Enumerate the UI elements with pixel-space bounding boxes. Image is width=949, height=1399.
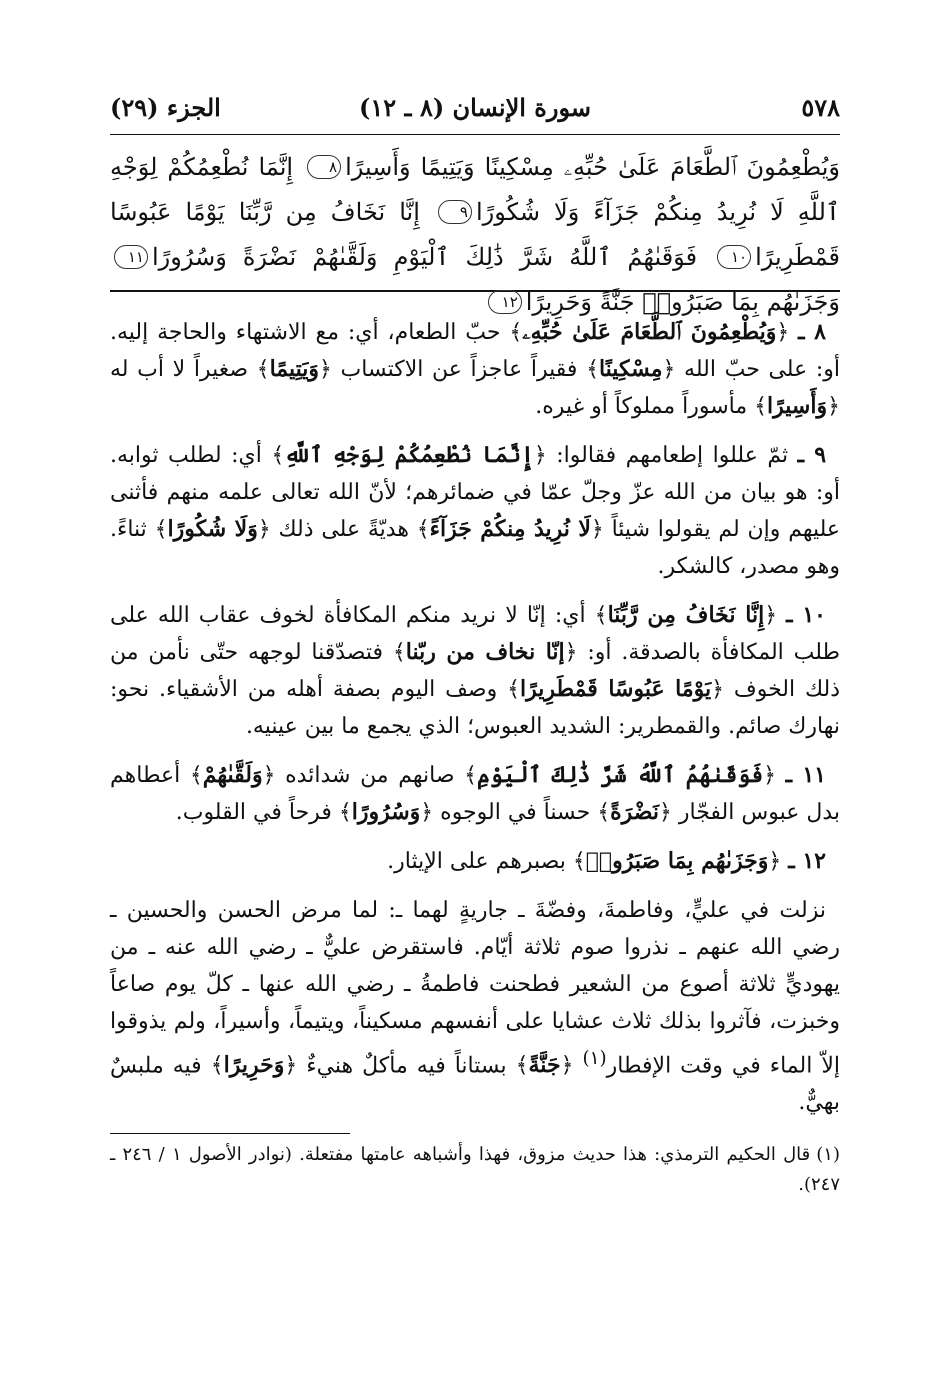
verse-number: ٩ ـ bbox=[797, 442, 827, 468]
verse-number: ٨ ـ bbox=[798, 319, 826, 345]
commentary-verse-9 bbox=[110, 437, 840, 585]
quran-verses bbox=[110, 145, 840, 316]
header-divider bbox=[110, 134, 840, 135]
footnote-ref[interactable]: (١) bbox=[582, 1048, 607, 1069]
text: فيه ملبسٌ بهيٌّ. bbox=[110, 1053, 840, 1116]
text: أي: إنّا لا نريد منكم المكافأة لخوف عقاب الله على طلب المكافأة بالصدقة. أو: bbox=[110, 603, 840, 665]
commentary-verse-11 bbox=[110, 757, 840, 831]
juz-label: الجزء (٢٩) bbox=[110, 93, 221, 122]
verse-8 bbox=[303, 153, 840, 181]
text: وصف اليوم بصفة أهله من الأشقياء. نحو: نهارك صائم. والقمطرير: الشديد العبوس؛ الذي يجمع ما بين عينيه. bbox=[110, 677, 840, 739]
quote: ﴿لَا نُرِيدُ مِنكُمْ جَزَآءً﴾ bbox=[416, 516, 604, 542]
quote: ﴿وَلَا شُكُورًا﴾ bbox=[154, 516, 271, 542]
commentary bbox=[110, 314, 840, 1121]
text: بصبرهم على الإيثار. bbox=[387, 849, 573, 874]
footnote bbox=[110, 1140, 840, 1200]
quote: ﴿إنّا نخاف من ربّنا﴾ bbox=[392, 639, 578, 665]
commentary-verse-12 bbox=[110, 843, 840, 880]
quote: ﴿يَوْمًا عَبُوسًا قَمْطَرِيرًا﴾ bbox=[507, 676, 725, 702]
quote: ﴿وَلَقَّىٰهُمْ﴾ bbox=[189, 762, 276, 788]
running-head bbox=[110, 88, 840, 128]
surah-title: سورة الإنسان (٨ ـ ١٢) bbox=[359, 93, 591, 122]
quote: ﴿وَحَرِيرًا﴾ bbox=[210, 1052, 298, 1079]
quote: ﴿وَأَسِيرًا﴾ bbox=[754, 393, 840, 419]
text: ثمّ عللوا إطعامهم فقالوا: bbox=[546, 443, 798, 468]
verse-text: إِنَّمَا نُطْعِمُكُمْ لِوَجْهِ ٱللَّهِ لَا نُرِيدُ مِنكُمْ جَزَآءً وَلَا شُكُورًا bbox=[110, 153, 840, 226]
text: فتصدّقنا لوجهه حتّى نأمن من ذلك الخوف bbox=[110, 640, 840, 702]
text: فقيراً عاجزاً عن الاكتساب bbox=[331, 357, 587, 382]
verse-number: ١١ ـ bbox=[785, 762, 826, 788]
verse-text: وَيُطْعِمُونَ ٱلطَّعَامَ عَلَىٰ حُبِّهِۦ مِسْكِينًا وَيَتِيمًا وَأَسِيرًا bbox=[345, 153, 840, 181]
text: مأسوراً مملوكاً أو غيره. bbox=[535, 394, 755, 419]
text: نزلت في عليٍّ، وفاطمةَ، وفضّةَ ـ جاريةٍ لهما ـ: لما مرض الحسن والحسين ـ رضي الله عنهم ـ نذروا صوم ثلاثة أيّام. فاستقرض عليٌّ ـ رضي الله عنه ـ من يهوديٍّ ثلاثة أصوع من الشعير فطحنت فاطمةُ ـ رضي الله عنها ـ كلّ يوم صاعاً وخبزت، فآثروا بذلك ثلاث عشايا على أنفسهم مسكيناً، ويتيماً، وأسيراً، ولم يذوقوا إلاّ الماء في وقت الإفطار bbox=[110, 898, 840, 1079]
commentary-occasion bbox=[110, 892, 840, 1121]
text: أعطاهم بدل عبوس الفجّار bbox=[110, 763, 840, 825]
verse-text: إِنَّا نَخَافُ مِن رَّبِّنَا يَوْمًا عَبُوسًا قَمْطَرِيرًا bbox=[110, 198, 840, 271]
quote: ﴿جَنَّةً﴾ bbox=[515, 1052, 574, 1079]
quote: ﴿فَوَقَىٰهُمُ ٱللَّهُ شَرَّ ذَٰلِكَ ٱلْيَوْمِ﴾ bbox=[464, 762, 776, 788]
aya-marker: ١٠ bbox=[717, 245, 751, 269]
text: هديّةً على ذلك bbox=[270, 517, 417, 542]
aya-marker: ١١ bbox=[114, 245, 148, 269]
text: فرحاً في القلوب. bbox=[175, 800, 339, 825]
quote: ﴿نَضْرَةً﴾ bbox=[597, 799, 672, 825]
page-number: ٥٧٨ bbox=[801, 93, 840, 122]
text: صانهم من شدائده bbox=[275, 763, 465, 788]
quote: ﴿وَجَزَىٰهُم بِمَا صَبَرُوا۟﴾ bbox=[572, 848, 782, 874]
text: ثناءً. وهو مصدر، كالشكر. bbox=[110, 517, 840, 579]
verse-text: وَجَزَىٰهُم بِمَا صَبَرُوا۟ جَنَّةً وَحَرِيرًا bbox=[525, 288, 840, 316]
verse-text: فَوَقَىٰهُمُ ٱللَّهُ شَرَّ ذَٰلِكَ ٱلْيَوْمِ وَلَقَّىٰهُمْ نَضْرَةً وَسُرُورًا bbox=[152, 243, 698, 271]
quote: ﴿إِنَّا نَخَافُ مِن رَّبِّنَا﴾ bbox=[594, 602, 778, 628]
quote: ﴿إِنَّمَا نُطْعِمُكُمْ لِوَجْهِ ٱللَّهِ﴾ bbox=[271, 442, 547, 468]
aya-marker: ٨ bbox=[307, 155, 341, 179]
footnote-number: (١) bbox=[816, 1144, 840, 1166]
book-page bbox=[110, 88, 840, 1200]
text: أي: لطلب ثوابه. أو: هو بيان من الله عزّ وجلّ عمّا في ضمائرهم؛ لأنّ الله تعالى علمه منهم فأثنى عليهم وإن لم يقولوا شيئاً bbox=[110, 443, 841, 542]
aya-marker: ١٢ bbox=[488, 290, 522, 314]
aya-marker: ٩ bbox=[438, 200, 472, 224]
verse-12 bbox=[484, 288, 840, 316]
footnote-text: قال الحكيم الترمذي: هذا حديث مزوق، فهذا وأشباهه عامتها مفتعلة. (نوادر الأصول ١ / ٢٤٦ ـ ٢٤٧). bbox=[110, 1144, 840, 1196]
quote: ﴿وَيُطْعِمُونَ ٱلطَّعَامَ عَلَىٰ حُبِّهِۦ﴾ bbox=[509, 319, 790, 345]
commentary-verse-8 bbox=[110, 314, 840, 425]
text: حبّ الطعام، أي: مع الاشتهاء والحاجة إليه. أو: على حبّ الله bbox=[110, 320, 841, 382]
verse-11 bbox=[110, 243, 697, 271]
verse-number: ١٢ ـ bbox=[788, 848, 826, 874]
text: صغيراً لا أب له bbox=[110, 357, 257, 382]
quote: ﴿وَسُرُورًا﴾ bbox=[338, 799, 434, 825]
quote: ﴿مِسْكِينًا﴾ bbox=[586, 356, 676, 382]
commentary-verse-10 bbox=[110, 597, 840, 745]
footnote-divider bbox=[110, 1133, 350, 1134]
text: بستاناً فيه مأكلٌ هنيءٌ bbox=[297, 1053, 516, 1079]
quote: ﴿وَيَتِيمًا﴾ bbox=[256, 356, 332, 382]
text: حسناً في الوجوه bbox=[433, 800, 598, 825]
verse-number: ١٠ ـ bbox=[786, 602, 826, 628]
